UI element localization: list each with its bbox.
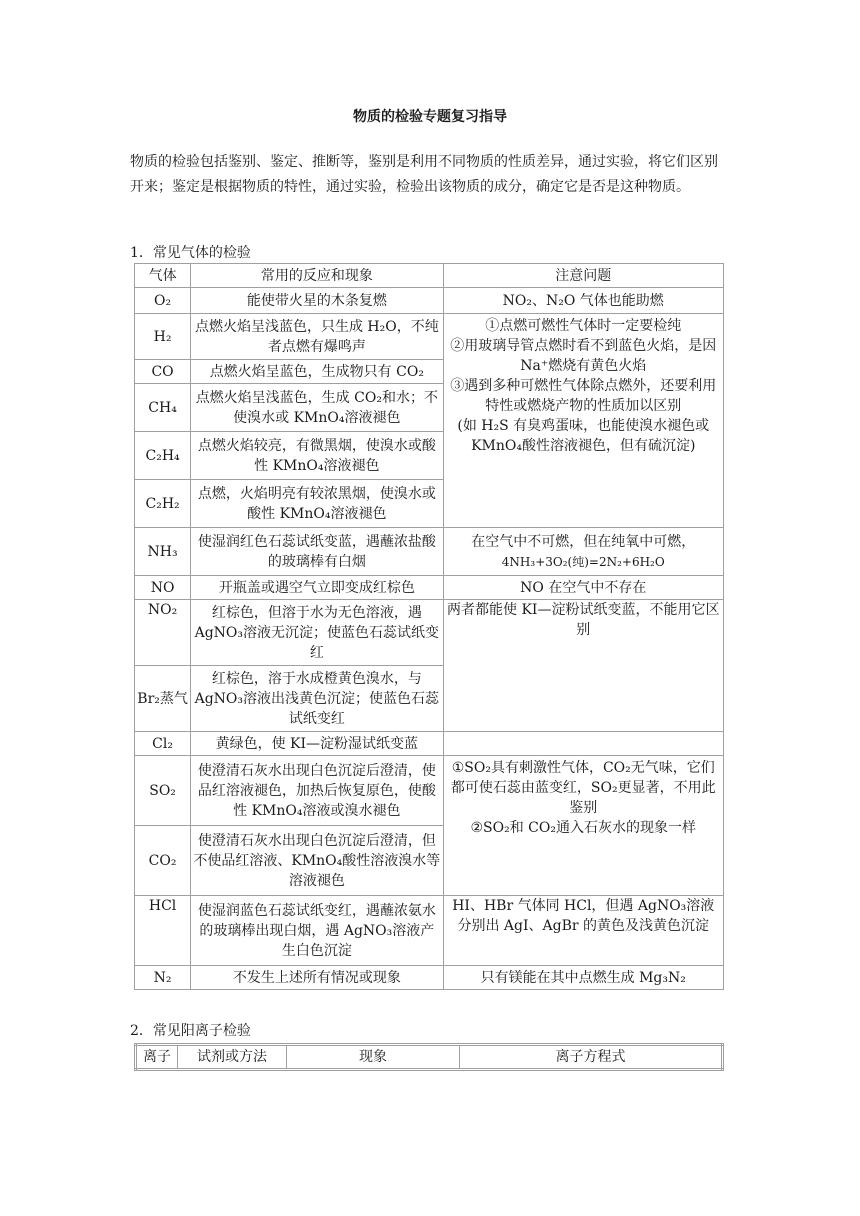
gas-cell: CO bbox=[135, 360, 191, 384]
note-line: ②用玻璃导管点燃时看不到蓝色火焰，是因 Na⁺燃烧有黄色火焰 bbox=[450, 338, 717, 374]
section-heading-gases: 1．常见气体的检验 bbox=[130, 245, 251, 261]
gas-cell: H₂ bbox=[135, 314, 191, 360]
gas-cell: CO₂ bbox=[135, 826, 191, 896]
reaction-cell: 不发生上述所有情况或现象 bbox=[191, 966, 443, 990]
reaction-cell: 能使带火星的木条复燃 bbox=[191, 288, 443, 314]
page-title: 物质的检验专题复习指导 bbox=[353, 109, 507, 125]
reaction-cell: 点燃火焰呈浅蓝色，只生成 H₂O，不纯者点燃有爆鸣声 bbox=[191, 314, 443, 360]
table-row bbox=[135, 966, 724, 990]
gas-detection-table bbox=[134, 263, 724, 990]
table-row bbox=[135, 732, 724, 756]
note-line: ③遇到多种可燃性气体除点燃外，还要利用特性或燃烧产物的性质加以区别 bbox=[450, 378, 717, 414]
gas-cell: N₂ bbox=[135, 966, 191, 990]
combustible-note-cell bbox=[443, 314, 724, 528]
table-row bbox=[135, 528, 724, 576]
reaction-cell: 开瓶盖或遇空气立即变成红棕色 bbox=[191, 576, 443, 600]
reaction-cell: 红棕色，但溶于水为无色溶液，遇 AgNO₃溶液无沉淀；使蓝色石蕊试纸变红 bbox=[191, 600, 443, 666]
reaction-cell: 使湿润红色石蕊试纸变蓝，遇蘸浓盐酸的玻璃棒有白烟 bbox=[191, 528, 443, 576]
reaction-cell: 点燃，火焰明亮有较浓黑烟，使溴水或酸性 KMnO₄溶液褪色 bbox=[191, 480, 443, 528]
reaction-cell: 使湿润蓝色石蕊试纸变红，遇蘸浓氨水的玻璃棒出现白烟，遇 AgNO₃溶液产生白色沉淀 bbox=[191, 896, 443, 966]
header-note: 注意问题 bbox=[443, 264, 724, 288]
note-line: ①点燃可燃性气体时一定要检纯 bbox=[485, 318, 682, 334]
reaction-cell: 点燃火焰呈浅蓝色，生成 CO₂和水；不使溴水或 KMnO₄溶液褪色 bbox=[191, 384, 443, 432]
gas-cell: O₂ bbox=[135, 288, 191, 314]
header-phenomenon: 现象 bbox=[287, 1045, 460, 1070]
gas-cell: Br₂蒸气 bbox=[135, 666, 191, 732]
gas-cell: NO₂ bbox=[135, 600, 191, 666]
intro-paragraph: 物质的检验包括鉴别、鉴定、推断等，鉴别是利用不同物质的性质差异，通过实验，将它们区别开来；鉴定是根据物质的特性，通过实验，检验出该物质的成分，确定它是否是这种物质。 bbox=[130, 154, 718, 195]
note-cell bbox=[443, 528, 724, 576]
table-row bbox=[135, 576, 724, 600]
gas-cell: NO bbox=[135, 576, 191, 600]
table-row bbox=[135, 896, 724, 966]
header-reagent: 试剂或方法 bbox=[178, 1045, 287, 1070]
table-row bbox=[135, 600, 724, 666]
reaction-cell: 点燃火焰呈蓝色，生成物只有 CO₂ bbox=[191, 360, 443, 384]
note-line: ②SO₂和 CO₂通入石灰水的现象一样 bbox=[470, 820, 696, 836]
note-cell bbox=[443, 732, 724, 756]
note-cell: 两者都能使 KI—淀粉试纸变蓝，不能用它区别 bbox=[443, 600, 724, 732]
header-ion: 离子 bbox=[136, 1045, 178, 1070]
gas-cell: Cl₂ bbox=[135, 732, 191, 756]
reaction-cell: 使澄清石灰水出现白色沉淀后澄清，但不使品红溶液、KMnO₄酸性溶液溴水等溶液褪色 bbox=[191, 826, 443, 896]
table-row bbox=[135, 288, 724, 314]
table-header-row bbox=[135, 264, 724, 288]
gas-cell: CH₄ bbox=[135, 384, 191, 432]
note-cell: 只有镁能在其中点燃生成 Mg₃N₂ bbox=[443, 966, 724, 990]
note-cell: NO 在空气中不存在 bbox=[443, 576, 724, 600]
cation-detection-table bbox=[134, 1043, 724, 1071]
gas-cell: NH₃ bbox=[135, 528, 191, 576]
note-line: ①SO₂具有刺激性气体，CO₂无气味，它们都可使石蕊由蓝变红，SO₂更显著，不用此鉴别 bbox=[450, 760, 716, 816]
so2-co2-note-cell bbox=[443, 756, 724, 896]
note-cell: NO₂、N₂O 气体也能助燃 bbox=[443, 288, 724, 314]
gas-cell: C₂H₂ bbox=[135, 480, 191, 528]
section-heading-cations: 2．常见阳离子检验 bbox=[130, 1023, 251, 1039]
table-row bbox=[135, 314, 724, 360]
header-reaction: 常用的反应和现象 bbox=[191, 264, 443, 288]
ammonia-equation: 4NH₃+3O₂(纯)=2N₂+6H₂O bbox=[501, 554, 665, 569]
header-gas: 气体 bbox=[135, 264, 191, 288]
gas-cell: SO₂ bbox=[135, 756, 191, 826]
table-header-row bbox=[136, 1045, 723, 1070]
note-cell: HI、HBr 气体同 HCl，但遇 AgNO₃溶液分别出 AgI、AgBr 的黄色及浅黄色沉淀 bbox=[443, 896, 724, 966]
reaction-cell: 红棕色，溶于水成橙黄色溴水，与 AgNO₃溶液出浅黄色沉淀；使蓝色石蕊试纸变红 bbox=[191, 666, 443, 732]
gas-cell: HCl bbox=[135, 896, 191, 966]
reaction-cell: 使澄清石灰水出现白色沉淀后澄清，使品红溶液褪色，加热后恢复原色，使酸性 KMnO₄溶液或溴水褪色 bbox=[191, 756, 443, 826]
reaction-cell: 点燃火焰较亮，有微黑烟，使溴水或酸性 KMnO₄溶液褪色 bbox=[191, 432, 443, 480]
table-row bbox=[135, 756, 724, 826]
note-line: 在空气中不可燃，但在纯氧中可燃， bbox=[471, 533, 696, 550]
gas-cell: C₂H₄ bbox=[135, 432, 191, 480]
note-line: (如 H₂S 有臭鸡蛋味，也能使溴水褪色或 KMnO₄酸性溶液褪色，但有硫沉淀) bbox=[457, 418, 710, 454]
header-ionic-equation: 离子方程式 bbox=[460, 1045, 723, 1070]
reaction-cell: 黄绿色，使 KI—淀粉湿试纸变蓝 bbox=[191, 732, 443, 756]
